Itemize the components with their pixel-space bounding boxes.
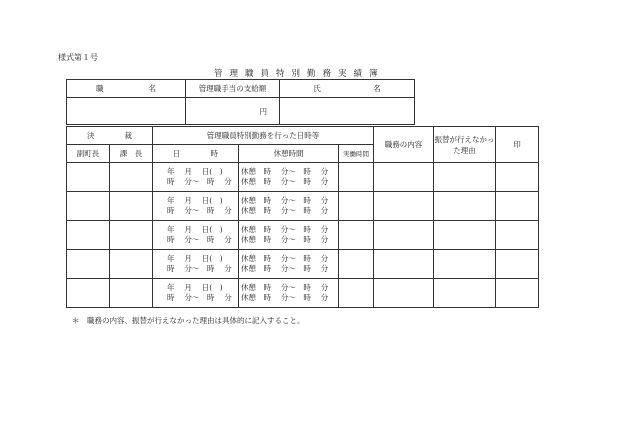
allowance-amount-field[interactable] (186, 98, 280, 125)
name-header: 氏 名 (280, 80, 415, 98)
work-record-table (66, 126, 539, 308)
break-line-1: 休憩 時 分～ 時 分 (241, 166, 329, 176)
no-substitute-reason-cell[interactable] (434, 250, 496, 279)
date-line: 年 月 日( ) (167, 253, 223, 263)
actual-work-cell[interactable] (339, 221, 374, 250)
time-line: 時 分～ 時 分 (167, 206, 232, 215)
work-datetime-header: 管理職員特別勤務を行った日時等 (153, 127, 374, 145)
break-time-cell[interactable] (239, 221, 339, 250)
job-title-header: 職 名 (67, 80, 186, 98)
break-time-cell[interactable] (239, 192, 339, 221)
datetime-cell[interactable] (153, 163, 239, 192)
time-line: 時 分～ 時 分 (167, 293, 232, 302)
section-chief-seal-cell[interactable] (110, 250, 153, 279)
break-line-2: 休憩 時 分～ 時 分 (241, 206, 329, 215)
no-substitute-reason-cell[interactable] (434, 221, 496, 250)
allowance-amount-header: 管理職手当の支給額 (186, 80, 280, 98)
actual-work-cell[interactable] (339, 279, 374, 308)
break-line-1: 休憩 時 分～ 時 分 (241, 282, 329, 292)
date-line: 年 月 日( ) (167, 195, 223, 205)
section-chief-seal-cell[interactable] (110, 192, 153, 221)
break-time-cell[interactable] (239, 279, 339, 308)
table-row (67, 279, 539, 308)
yen-unit: 円 (259, 106, 267, 116)
seal-cell[interactable] (496, 279, 539, 308)
break-line-2: 休憩 時 分～ 時 分 (241, 293, 329, 302)
seal-cell[interactable] (496, 221, 539, 250)
name-field[interactable] (280, 98, 415, 125)
seal-cell[interactable] (496, 250, 539, 279)
seal-header: 印 (496, 127, 539, 163)
job-title-field[interactable] (67, 98, 186, 125)
duty-content-cell[interactable] (374, 163, 434, 192)
section-chief-seal-cell[interactable] (110, 163, 153, 192)
date-line: 年 月 日( ) (167, 282, 223, 292)
section-chief-seal-cell[interactable] (110, 279, 153, 308)
approval-header: 決 裁 (67, 127, 153, 145)
time-line: 時 分～ 時 分 (167, 264, 232, 273)
document-title: 管理職員特別勤務実績簿 (214, 69, 385, 79)
form-number: 様式第１号 (58, 53, 98, 62)
table-row (67, 163, 539, 192)
no-substitute-reason-header: 振替が行えなかった理由 (434, 127, 496, 163)
deputy-mayor-seal-cell[interactable] (67, 250, 110, 279)
date-line: 年 月 日( ) (167, 224, 223, 234)
deputy-mayor-seal-cell[interactable] (67, 192, 110, 221)
section-chief-seal-cell[interactable] (110, 221, 153, 250)
table-row (67, 192, 539, 221)
break-line-1: 休憩 時 分～ 時 分 (241, 224, 329, 234)
duty-content-header: 職務の内容 (374, 127, 434, 163)
table-row (67, 250, 539, 279)
datetime-cell[interactable] (153, 192, 239, 221)
seal-cell[interactable] (496, 163, 539, 192)
deputy-mayor-seal-cell[interactable] (67, 163, 110, 192)
break-line-2: 休憩 時 分～ 時 分 (241, 235, 329, 244)
break-line-1: 休憩 時 分～ 時 分 (241, 195, 329, 205)
date-line: 年 月 日( ) (167, 166, 223, 176)
deputy-mayor-seal-cell[interactable] (67, 279, 110, 308)
no-substitute-reason-cell[interactable] (434, 163, 496, 192)
deputy-mayor-seal-cell[interactable] (67, 221, 110, 250)
deputy-mayor-header: 副町長 (67, 145, 110, 163)
header-table (66, 79, 415, 125)
duty-content-cell[interactable] (374, 221, 434, 250)
actual-work-cell[interactable] (339, 250, 374, 279)
seal-cell[interactable] (496, 192, 539, 221)
datetime-cell[interactable] (153, 250, 239, 279)
break-time-header: 休憩時間 (239, 145, 339, 163)
time-line: 時 分～ 時 分 (167, 235, 232, 244)
time-line: 時 分～ 時 分 (167, 177, 232, 186)
duty-content-cell[interactable] (374, 250, 434, 279)
duty-content-cell[interactable] (374, 279, 434, 308)
datetime-cell[interactable] (153, 279, 239, 308)
actual-work-cell[interactable] (339, 192, 374, 221)
section-chief-header: 課 長 (110, 145, 153, 163)
break-time-cell[interactable] (239, 163, 339, 192)
break-line-2: 休憩 時 分～ 時 分 (241, 264, 329, 273)
break-line-1: 休憩 時 分～ 時 分 (241, 253, 329, 263)
break-line-2: 休憩 時 分～ 時 分 (241, 177, 329, 186)
datetime-cell[interactable] (153, 221, 239, 250)
break-time-cell[interactable] (239, 250, 339, 279)
table-row (67, 221, 539, 250)
no-substitute-reason-cell[interactable] (434, 192, 496, 221)
actual-work-cell[interactable] (339, 163, 374, 192)
actual-work-header: 実働時間 (339, 145, 374, 163)
datetime-header: 日 時 (153, 145, 239, 163)
footnote: ＊ 職務の内容、振替が行えなかった理由は具体的に記入すること。 (72, 316, 305, 325)
duty-content-cell[interactable] (374, 192, 434, 221)
no-substitute-reason-cell[interactable] (434, 279, 496, 308)
